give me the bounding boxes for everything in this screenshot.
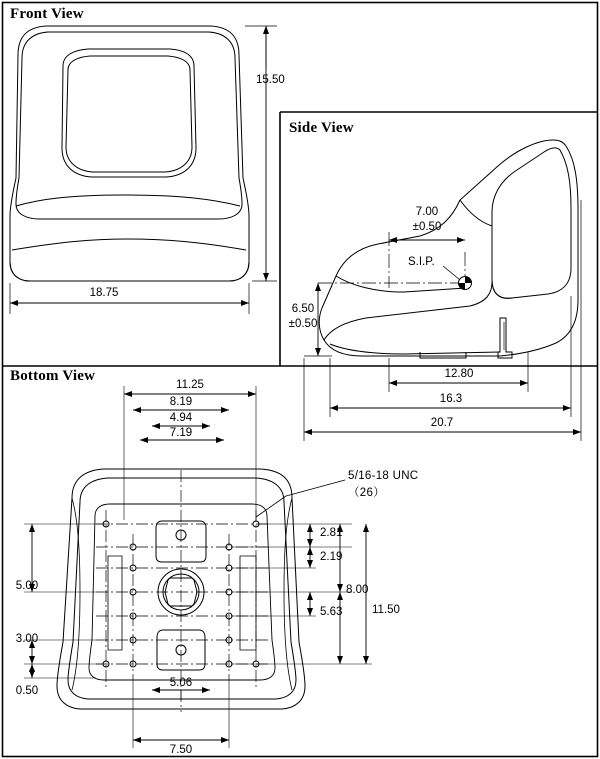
dim-width-7-19: 7.19 (169, 427, 193, 439)
dim-height-11-50: 11.50 (372, 604, 400, 616)
dim-height-0-50: 0.50 (15, 685, 39, 697)
dim-front-width: 18.75 (89, 287, 119, 299)
thread-callout-line2: （26） (348, 487, 385, 499)
bottom-view-title: Bottom View (10, 368, 96, 384)
dim-mid-depth: 16.3 (439, 393, 463, 405)
dim-height-5-63: 5.63 (320, 606, 343, 618)
dim-overall-depth: 20.7 (430, 417, 454, 429)
dim-sip-vertical: 6.50 (291, 303, 315, 315)
dim-width-11-25: 11.25 (176, 379, 204, 391)
dim-height-3-00: 3.00 (15, 633, 39, 645)
dim-height-5-00: 5.00 (15, 580, 39, 592)
dim-sip-vertical-tol: ±0.50 (288, 318, 318, 330)
sip-label: S.I.P. (408, 256, 435, 268)
dim-sip-horizontal-tol: ±0.50 (412, 221, 442, 233)
dim-width-7-50: 7.50 (169, 744, 193, 756)
dim-height-2-19: 2.19 (320, 551, 343, 563)
side-view-title: Side View (289, 120, 354, 136)
dim-base-depth: 12.80 (444, 368, 474, 380)
thread-callout-line1: 5/16-18 UNC (348, 470, 419, 482)
front-view-title: Front View (10, 6, 84, 22)
dim-sip-horizontal: 7.00 (415, 206, 439, 218)
dim-width-8-19: 8.19 (169, 396, 193, 408)
dim-width-4-94: 4.94 (169, 412, 193, 424)
dim-front-height: 15.50 (256, 74, 285, 86)
dim-height-2-81: 2.81 (320, 527, 343, 539)
dim-width-5-06: 5.06 (169, 677, 193, 689)
dim-height-8-00: 8.00 (346, 584, 369, 596)
